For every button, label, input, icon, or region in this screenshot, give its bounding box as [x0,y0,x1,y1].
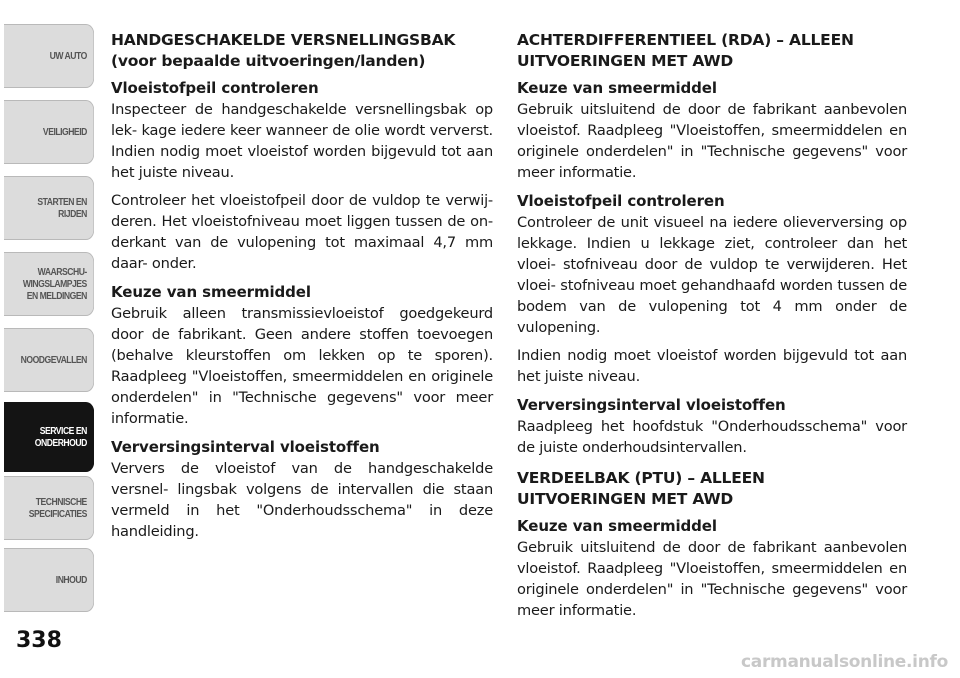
tab-veiligheid[interactable]: VEILIGHEID [4,100,94,164]
right-column [517,30,907,628]
section-title-rear-differential: ACHTERDIFFERENTIEEL (RDA) – ALLEEN UITVOERINGEN MET AWD [517,31,854,70]
tab-starten-en-rijden[interactable]: STARTEN EN RIJDEN [4,176,94,240]
paragraph-lubricant: Gebruik alleen transmissievloeistof goedgekeurd door de fabrikant. Geen andere stoffen toevoegen (behalve kleurstoffen om lekken op te sporen). Raadpleeg "Vloeistoffen, smeermiddelen en originele onderdelen" in "Technische gegevens" voor meer informatie. [111,305,493,427]
heading-interval: Verversingsinterval vloeistoffen [111,438,380,456]
heading-lubricant: Keuze van smeermiddel [111,283,311,301]
paragraph-check-rda-1: Controleer de unit visueel na iedere olieverversing op lekkage. Indien u lekkage ziet, controleer dan het vloei- stofniveau door de vuldop te verwijderen. Het vloei- stofniveau moet gehandhaafd worden tussen de bodem van de vulopening tot 4 mm onder de vulopening. [517,214,907,336]
tab-technische-specificaties[interactable]: TECHNISCHE SPECIFICATIES [4,476,94,540]
paragraph-interval-rda: Raadpleeg het hoofdstuk "Onderhoudsschema" voor de juiste onderhoudsintervallen. [517,418,907,456]
section-title-ptu: VERDEELBAK (PTU) – ALLEEN UITVOERINGEN MET AWD [517,469,765,508]
heading-lubricant-ptu: Keuze van smeermiddel [517,517,717,535]
heading-check-fluid-rda: Vloeistofpeil controleren [517,192,725,210]
heading-check-fluid: Vloeistofpeil controleren [111,79,319,97]
paragraph-check-rda-2: Indien nodig moet vloeistof worden bijgevuld tot aan het juiste niveau. [517,347,907,385]
paragraph-lubricant-ptu: Gebruik uitsluitend de door de fabrikant aanbevolen vloeistof. Raadpleeg "Vloeistoffen, smeermiddelen en originele onderdelen" in "Technische gegevens" voor meer informatie. [517,539,907,619]
left-column [111,30,493,549]
paragraph-check-1: Inspecteer de handgeschakelde versnellingsbak op lek- kage iedere keer wanneer de olie wordt ververst. Indien nodig moet vloeistof worden bijgevuld tot aan het juiste niveau. [111,101,493,181]
tab-service-en-onderhoud[interactable]: SERVICE EN ONDERHOUD [4,402,94,472]
tab-inhoud[interactable]: INHOUD [4,548,94,612]
tab-noodgevallen[interactable]: NOODGEVALLEN [4,328,94,392]
section-title-manual-gearbox: HANDGESCHAKELDE VERSNELLINGSBAK (voor bepaalde uitvoeringen/landen) [111,31,456,70]
paragraph-interval: Ververs de vloeistof van de handgeschakelde versnel- lingsbak volgens de intervallen die staan vermeld in het "Onderhoudsschema" in deze handleiding. [111,460,493,540]
heading-lubricant-rda: Keuze van smeermiddel [517,79,717,97]
tab-waarschuwingslampjes[interactable]: WAARSCHU- WINGSLAMPJES EN MELDINGEN [4,252,94,316]
paragraph-lubricant-rda: Gebruik uitsluitend de door de fabrikant aanbevolen vloeistof. Raadpleeg "Vloeistoffen, smeermiddelen en originele onderdelen" in "Technische gegevens" voor meer informatie. [517,101,907,181]
tab-uw-auto[interactable]: UW AUTO [4,24,94,88]
heading-interval-rda: Verversingsinterval vloeistoffen [517,396,786,414]
paragraph-check-2: Controleer het vloeistofpeil door de vuldop te verwij- deren. Het vloeistofniveau moet liggen tussen de on- derkant van de vulopening tot maximaal 4,7 mm daar- onder. [111,192,493,272]
watermark: carmanualsonline.info [741,652,948,672]
page-number: 338 [16,628,62,653]
